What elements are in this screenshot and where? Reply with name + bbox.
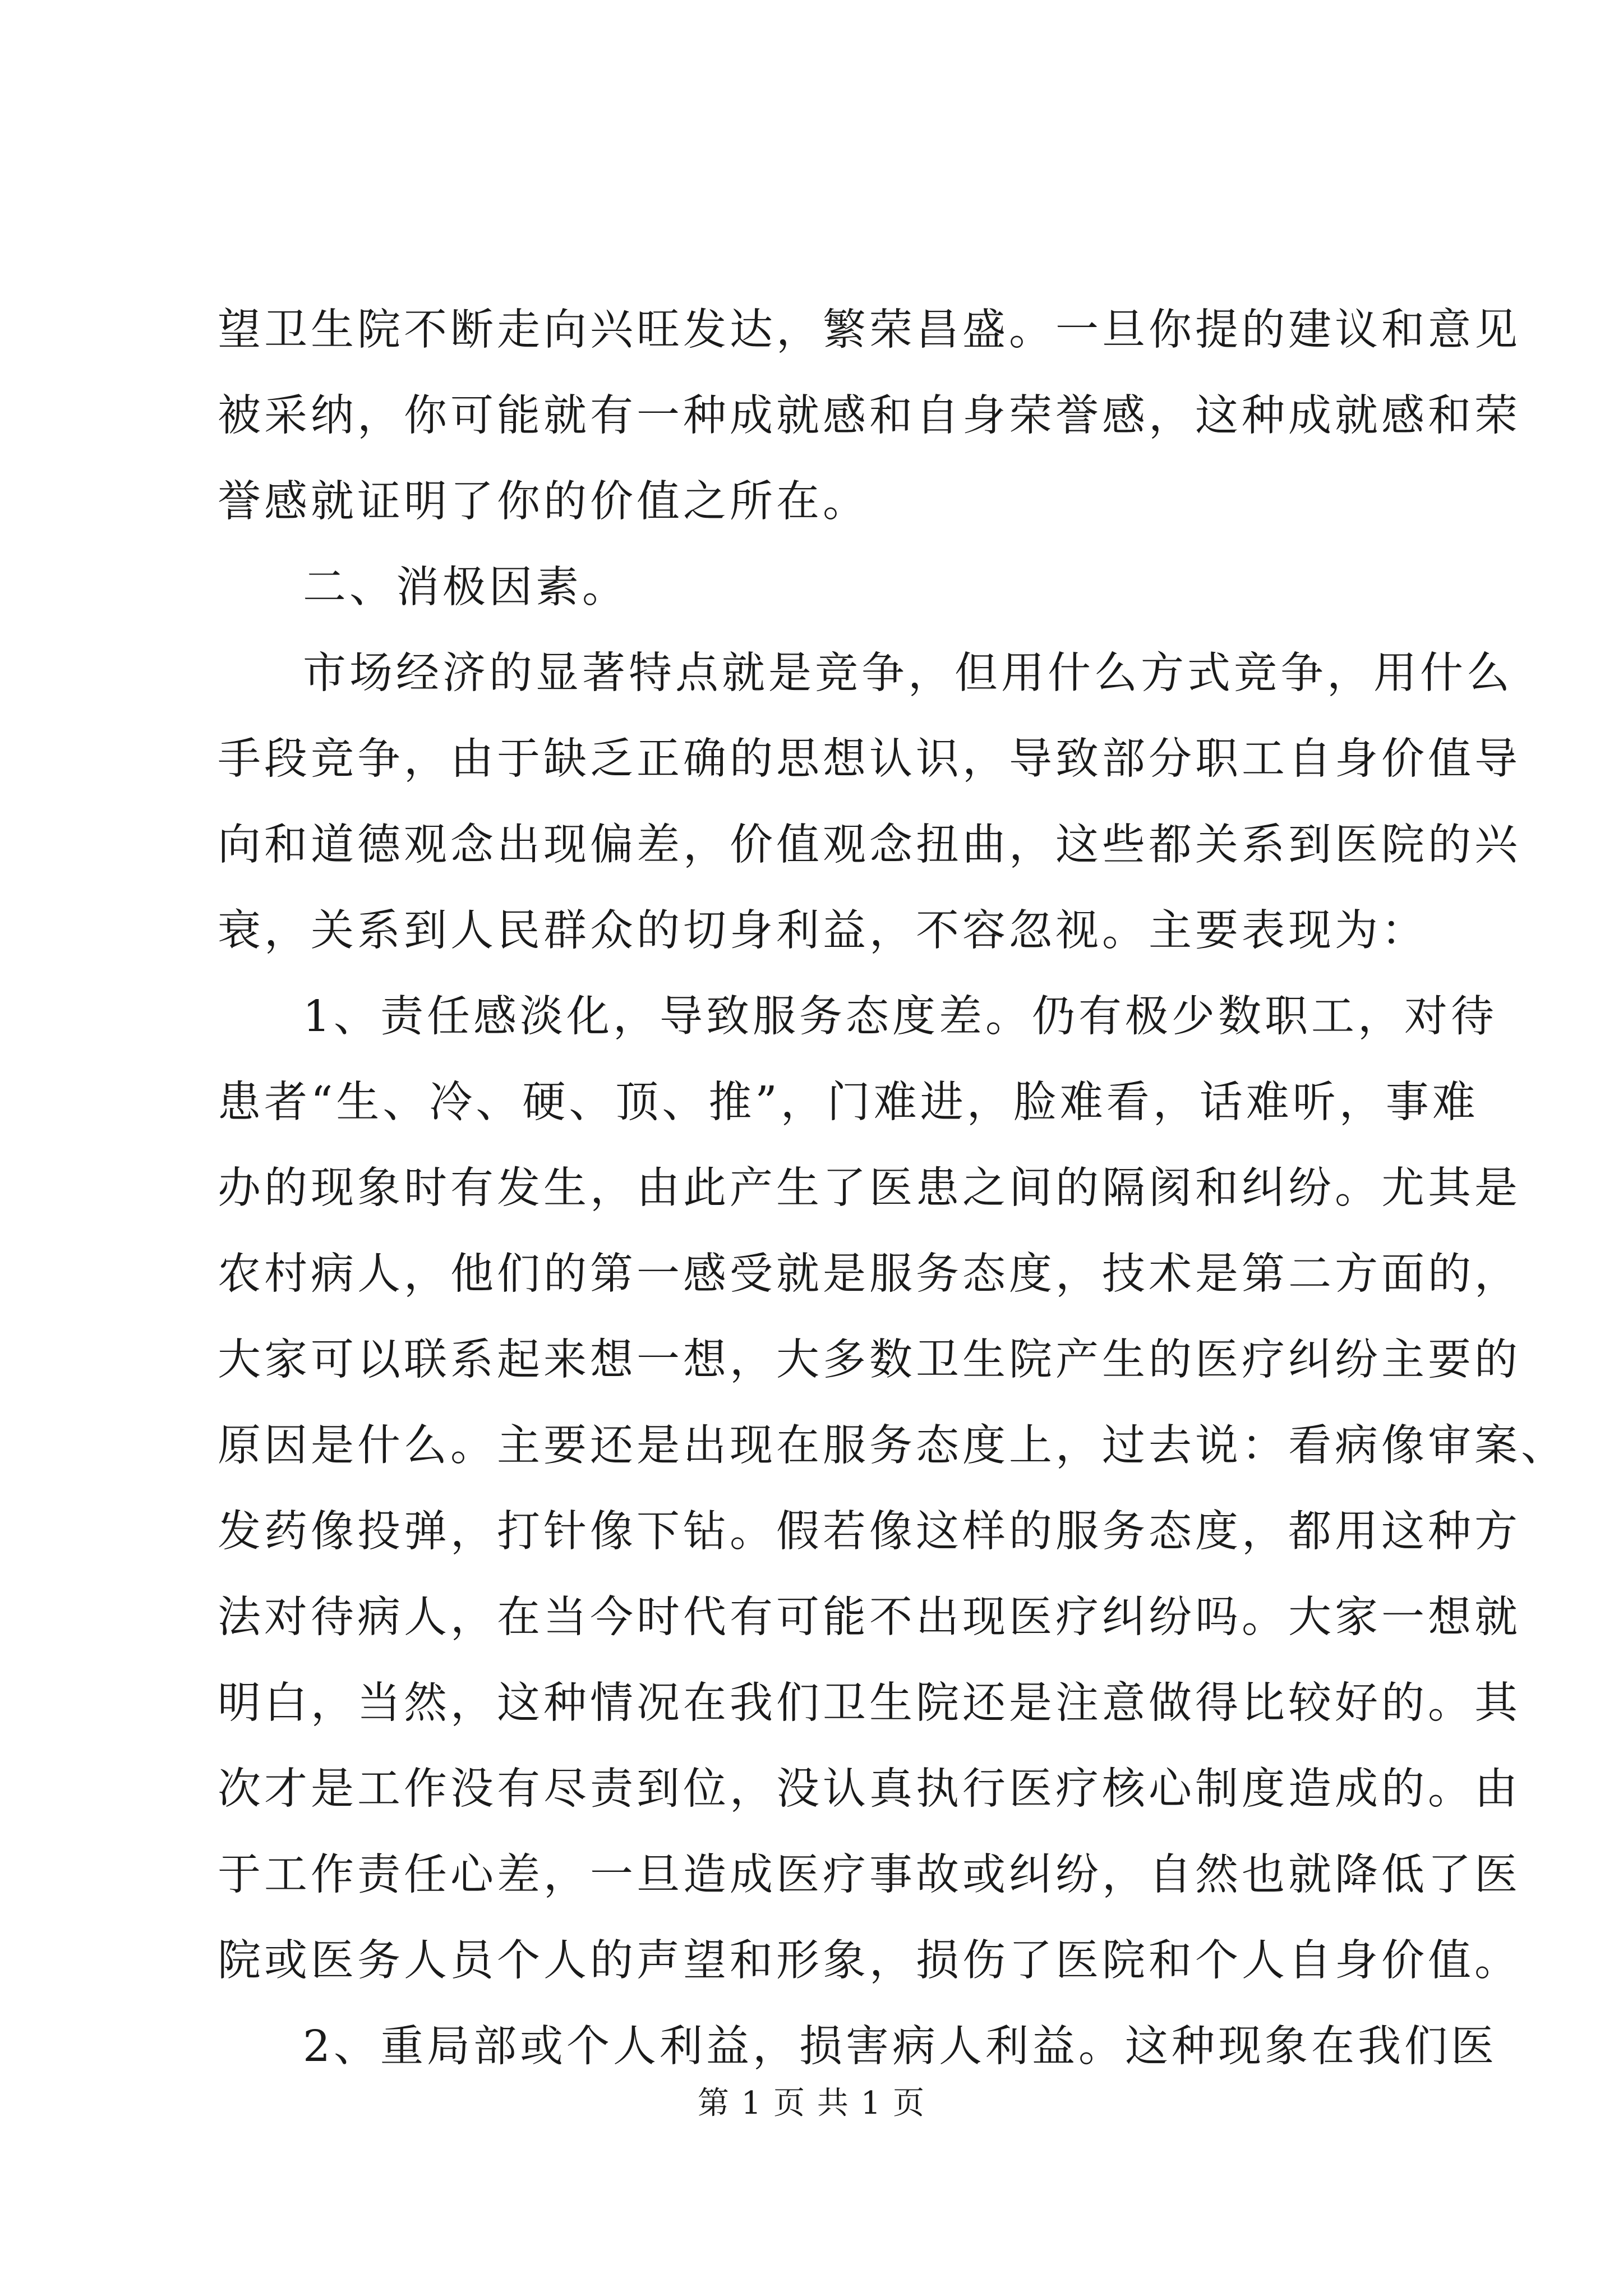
text-line: 向和道德观念出现偏差，价值观念扭曲，这些都关系到医院的兴 [218, 820, 1521, 870]
document-body [218, 287, 1567, 2090]
text-line: 于工作责任心差，一旦造成医疗事故或纠纷，自然也就降低了医 [218, 1850, 1521, 1900]
text-line: 办的现象时有发生，由此产生了医患之间的隔阂和纠纷。尤其是 [218, 1163, 1521, 1213]
text-line: 发药像投弹，打针像下钻。假若像这样的服务态度，都用这种方 [218, 1507, 1521, 1557]
text-line: 患者“生、冷、硬、顶、推”，门难进，脸难看，话难听，事难 [218, 1078, 1479, 1128]
text-line: 次才是工作没有尽责到位，没认真执行医疗核心制度造成的。由 [218, 1764, 1521, 1814]
page-footer [0, 2081, 1623, 2126]
text-line: 原因是什么。主要还是出现在服务态度上，过去说：看病像审案、 [218, 1421, 1567, 1471]
text-line: 衰，关系到人民群众的切身利益，不容忽视。主要表现为： [218, 906, 1428, 956]
text-line: 手段竞争，由于缺乏正确的思想认识，导致部分职工自身价值导 [218, 734, 1521, 784]
text-line: 望卫生院不断走向兴旺发达，繁荣昌盛。一旦你提的建议和意见 [218, 305, 1521, 355]
text-line: 法对待病人，在当今时代有可能不出现医疗纠纷吗。大家一想就 [218, 1593, 1521, 1642]
text-line: 市场经济的显著特点就是竞争，但用什么方式竞争，用什么 [303, 648, 1513, 698]
text-line: 1、责任感淡化，导致服务态度差。仍有极少数职工，对待 [303, 992, 1497, 1042]
text-line: 农村病人，他们的第一感受就是服务态度，技术是第二方面的， [218, 1249, 1521, 1299]
page-number-label: 第 1 页 共 1 页 [697, 2085, 926, 2122]
text-line: 誉感就证明了你的价值之所在。 [218, 477, 869, 527]
text-line: 明白，当然，这种情况在我们卫生院还是注意做得比较好的。其 [218, 1678, 1521, 1728]
text-line: 院或医务人员个人的声望和形象，损伤了医院和个人自身价值。 [218, 1936, 1521, 1986]
text-line: 被采纳，你可能就有一种成就感和自身荣誉感，这种成就感和荣 [218, 391, 1521, 441]
text-line: 大家可以联系起来想一想，大多数卫生院产生的医疗纠纷主要的 [218, 1335, 1521, 1385]
section-heading: 二、消极因素。 [303, 563, 629, 613]
text-line: 2、重局部或个人利益，损害病人利益。这种现象在我们医 [303, 2022, 1497, 2072]
